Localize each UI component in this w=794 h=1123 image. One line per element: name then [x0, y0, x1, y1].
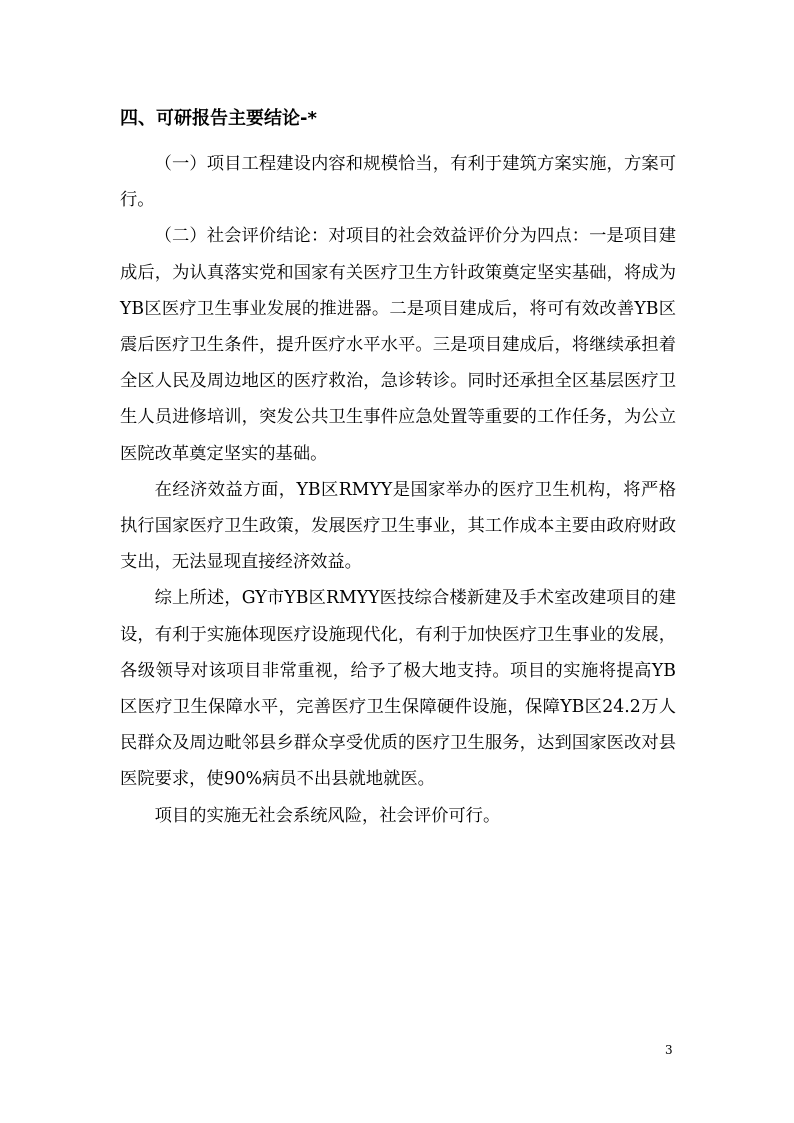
paragraph-risk-conclusion: 项目的实施无社会系统风险，社会评价可行。	[154, 805, 501, 826]
paragraph-social-evaluation: （二）社会评价结论：对项目的社会效益评价分为四点：一是项目建成后，为认真落实党和国家有关医疗卫生方针政策奠定坚实基础，将成为YB区医疗卫生事业发展的推进器。二是项目建成后，将可有效改善YB区震后医疗卫生条件，提升医疗水平水平。三是项目建成后，将继续承担着全区人民及周边地区的医疗救治，急诊转诊。同时还承担全区基层医疗卫生人员进修培训，突发公共卫生事件应急处置等重要的工作任务，为公立医院改革奠定坚实的基础。	[120, 226, 676, 464]
body-text	[120, 146, 676, 834]
paragraph-summary: 综上所述，GY市YB区RMYY医技综合楼新建及手术室改建项目的建设，有利于实施体现医疗设施现代化，有利于加快医疗卫生事业的发展，各级领导对该项目非常重视，给予了极大地支持。项目的实施将提高YB区医疗卫生保障水平，完善医疗卫生保障硬件设施，保障YB区24.2万人民群众及周边毗邻县乡群众享受优质的医疗卫生服务，达到国家医改对县医院要求，使90%病员不出县就地就医。	[120, 588, 676, 790]
page-number: 3	[665, 1043, 673, 1057]
paragraph-economic-benefit: 在经济效益方面，YB区RMYY是国家举办的医疗卫生机构，将严格执行国家医疗卫生政策，发展医疗卫生事业，其工作成本主要由政府财政支出，无法显现直接经济效益。	[120, 479, 676, 573]
paragraph-project-scale: （一）项目工程建设内容和规模恰当，有利于建筑方案实施，方案可行。	[120, 154, 676, 211]
section-heading: 四、可研报告主要结论-*	[120, 108, 317, 129]
